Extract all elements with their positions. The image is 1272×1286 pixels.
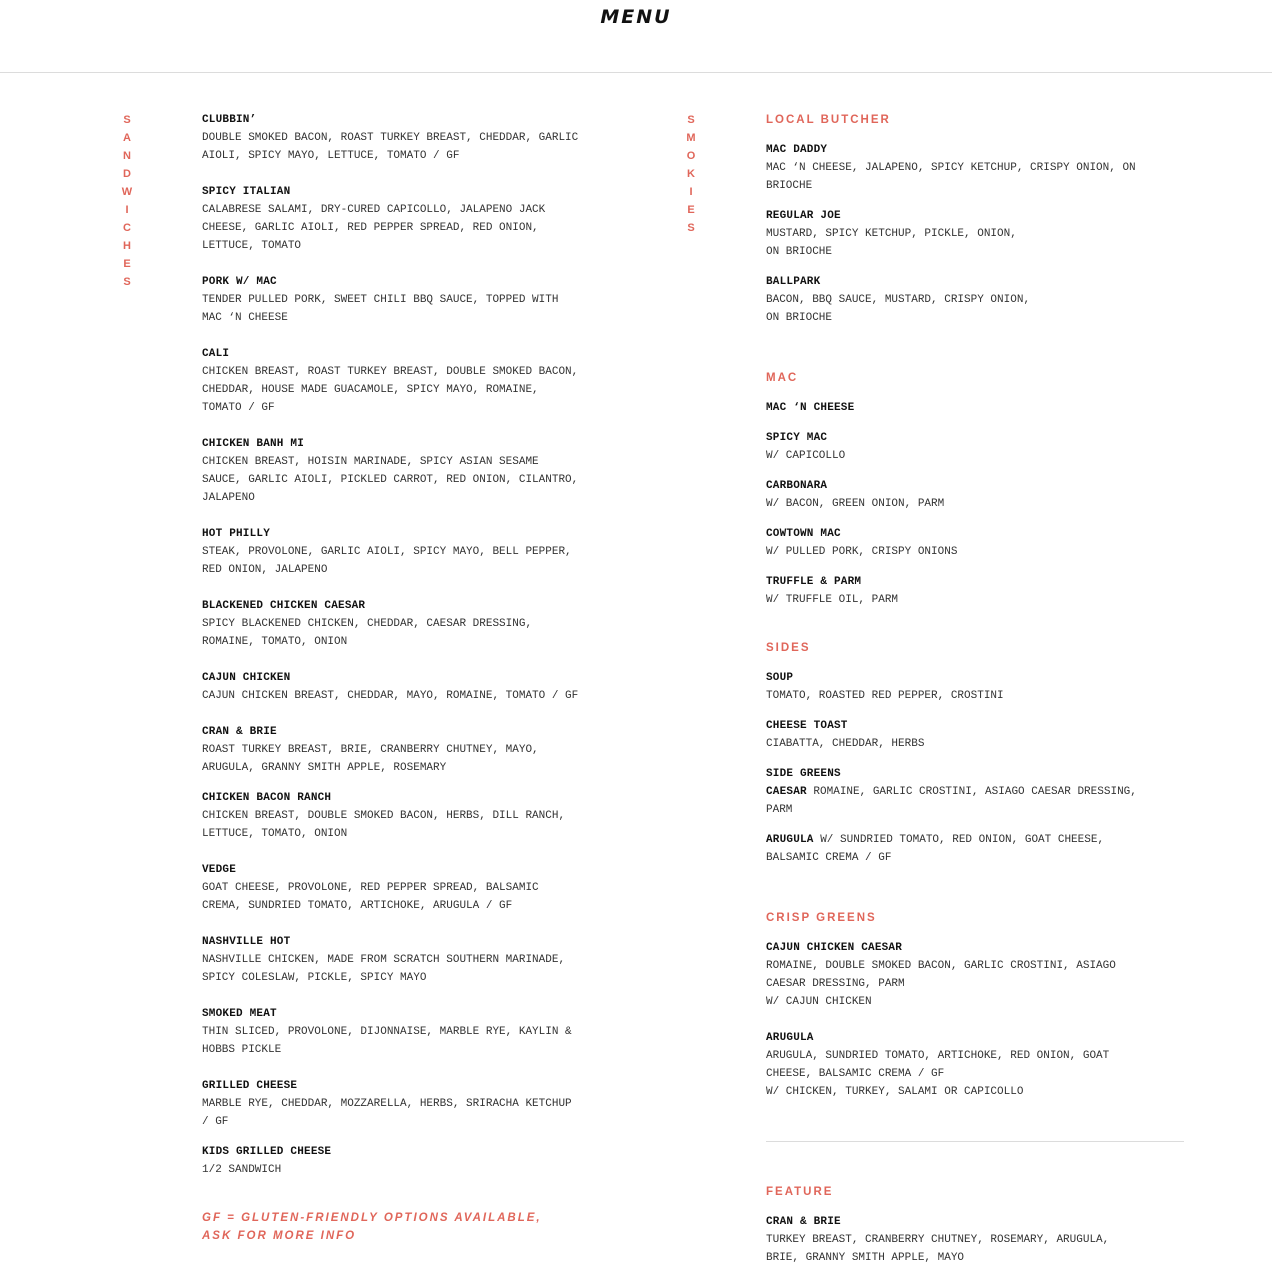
item-name: VEDGE [202,864,237,876]
item-name: SIDE GREENS [766,768,841,780]
item-desc-line: STEAK, PROVOLONE, GARLIC AIOLI, SPICY MAYO, BELL PEPPER, [202,546,572,558]
item-name: CHICKEN BACON RANCH [202,792,332,804]
page-title: MENU [600,6,672,28]
item-desc-line: W/ PULLED PORK, CRISPY ONIONS [766,546,958,558]
item-desc-line: ARUGULA, GRANNY SMITH APPLE, ROSEMARY [202,762,447,774]
item-desc-line: TENDER PULLED PORK, SWEET CHILI BBQ SAUCE, TOPPED WITH [202,294,559,306]
caesar-line-1 [766,783,1196,801]
item-desc-line: RED ONION, JALAPENO [202,564,328,576]
menu-item [766,399,1196,417]
item-name: CHICKEN BANH MI [202,438,305,450]
item-desc-line: BRIE, GRANNY SMITH APPLE, MAYO [766,1252,965,1264]
menu-item [766,525,1196,561]
menu-item [202,789,632,843]
item-desc-line: / GF [202,1116,229,1128]
section-heading: CRISP GREENS [766,912,877,924]
gluten-free-note [202,1209,632,1245]
item-desc-line: W/ CAPICOLLO [766,450,846,462]
section-local-butcher [766,111,1196,339]
item-desc-line: SPICY COLESLAW, PICKLE, SPICY MAYO [202,972,427,984]
item-name: MAC DADDY [766,144,828,156]
item-desc-line: CHICKEN BREAST, ROAST TURKEY BREAST, DOUBLE SMOKED BACON, [202,366,579,378]
menu-item [202,273,632,327]
item-desc-line: BACON, BBQ SAUCE, MUSTARD, CRISPY ONION, [766,294,1031,306]
item-desc-line: THIN SLICED, PROVOLONE, DIJONNAISE, MARBLE RYE, KAYLIN & [202,1026,572,1038]
item-name: GRILLED CHEESE [202,1080,298,1092]
item-name: SOUP [766,672,794,684]
vertical-letter: S [123,276,131,288]
item-desc-line: SPICY BLACKENED CHICKEN, CHEDDAR, CAESAR DRESSING, [202,618,533,630]
item-desc-line: CHICKEN BREAST, DOUBLE SMOKED BACON, HERBS, DILL RANCH, [202,810,566,822]
menu-item [202,1077,632,1131]
item-desc-line: TURKEY BREAST, CRANBERRY CHUTNEY, ROSEMARY, ARUGULA, [766,1234,1110,1246]
menu-item [766,477,1196,513]
menu-item [766,717,1196,753]
item-desc-line: CAESAR DRESSING, PARM [766,978,905,990]
vertical-letter: E [123,258,131,270]
sandwiches-list [202,111,632,1245]
vertical-letter: I [689,186,693,198]
item-desc-line: W/ CAJUN CHICKEN [766,996,872,1008]
item-desc-line: ROAST TURKEY BREAST, BRIE, CRANBERRY CHUTNEY, MAYO, [202,744,539,756]
menu-item [766,939,1196,1011]
vertical-letter: W [121,186,133,198]
item-desc-line: JALAPENO [202,492,255,504]
item-desc-line: 1/2 SANDWICH [202,1164,282,1176]
menu-item [766,429,1196,465]
menu-item [766,669,1196,705]
vertical-letter: M [686,132,696,144]
section-heading: LOCAL BUTCHER [766,114,891,126]
menu-item [202,1005,632,1059]
arugula-desc-1: W/ SUNDRIED TOMATO, RED ONION, GOAT CHEESE, [813,834,1105,846]
item-name: COWTOWN MAC [766,528,841,540]
section-mac [766,369,1196,621]
vertical-letter: C [123,222,131,234]
item-desc-line: W/ BACON, GREEN ONION, PARM [766,498,945,510]
note-line: GF = GLUTEN-FRIENDLY OPTIONS AVAILABLE, [202,1212,542,1224]
item-name: CAJUN CHICKEN CAESAR [766,942,903,954]
item-desc-line: CHICKEN BREAST, HOISIN MARINADE, SPICY ASIAN SESAME [202,456,539,468]
item-desc-line: W/ CHICKEN, TURKEY, SALAMI OR CAPICOLLO [766,1086,1024,1098]
menu-item [766,1029,1196,1101]
item-desc-line: ON BRIOCHE [766,246,833,258]
menu-item [202,723,632,777]
item-desc-line: MAC ‘N CHEESE, JALAPENO, SPICY KETCHUP, CRISPY ONION, ON [766,162,1136,174]
item-name: NASHVILLE HOT [202,936,291,948]
vertical-letter: N [123,150,131,162]
item-name: PORK W/ MAC [202,276,277,288]
menu-item [766,273,1196,327]
item-desc-line: CREMA, SUNDRIED TOMATO, ARTICHOKE, ARUGULA / GF [202,900,513,912]
item-desc-line: HOBBS PICKLE [202,1044,282,1056]
menu-item [202,597,632,651]
item-desc-line: BRIOCHE [766,180,813,192]
item-desc-line: MARBLE RYE, CHEDDAR, MOZZARELLA, HERBS, SRIRACHA KETCHUP [202,1098,572,1110]
caesar-label: CAESAR [766,786,807,798]
item-desc-line: CIABATTA, CHEDDAR, HERBS [766,738,925,750]
sandwiches-vertical-label [120,111,134,291]
item-name: ARUGULA [766,1032,814,1044]
item-name: CALI [202,348,230,360]
menu-item [766,573,1196,609]
item-name: CLUBBIN’ [202,114,257,126]
section-crisp-greens [766,909,1196,1113]
section-heading: SIDES [766,642,811,654]
arugula-line-1 [766,831,1196,849]
item-name: CHEESE TOAST [766,720,848,732]
menu-item [202,861,632,915]
menu-item [202,111,632,165]
item-desc-line: ROMAINE, DOUBLE SMOKED BACON, GARLIC CROSTINI, ASIAGO [766,960,1116,972]
item-name: SPICY ITALIAN [202,186,291,198]
menu-item [202,669,632,705]
header-divider [0,72,1272,73]
item-desc-line: MAC ‘N CHEESE [202,312,288,324]
menu-item [766,207,1196,261]
item-desc-line: NASHVILLE CHICKEN, MADE FROM SCRATCH SOUTHERN MARINADE, [202,954,566,966]
menu-item [202,435,632,507]
item-name: CRAN & BRIE [766,1216,841,1228]
menu-item [202,345,632,417]
caesar-desc-1: ROMAINE, GARLIC CROSTINI, ASIAGO CAESAR DRESSING, [806,786,1137,798]
item-name: SPICY MAC [766,432,828,444]
vertical-letter: E [687,204,695,216]
section-divider [766,1141,1184,1142]
item-name: BLACKENED CHICKEN CAESAR [202,600,366,612]
item-name: TRUFFLE & PARM [766,576,862,588]
menu-item [202,1143,632,1179]
item-desc-line: ROMAINE, TOMATO, ONION [202,636,348,648]
item-name: CAJUN CHICKEN [202,672,291,684]
caesar-desc-2: PARM [766,804,793,816]
item-desc-line: DOUBLE SMOKED BACON, ROAST TURKEY BREAST, CHEDDAR, GARLIC [202,132,579,144]
vertical-letter: S [687,222,695,234]
vertical-letter: S [123,114,131,126]
menu-item [202,183,632,255]
item-desc-line: CHEESE, BALSAMIC CREMA / GF [766,1068,945,1080]
item-name: CRAN & BRIE [202,726,277,738]
item-name: MAC ‘N CHEESE [766,402,855,414]
item-desc-line: ON BRIOCHE [766,312,833,324]
vertical-letter: K [687,168,695,180]
arugula-label: ARUGULA [766,834,814,846]
smokies-vertical-label [684,111,698,237]
section-heading: MAC [766,372,799,384]
section-heading: FEATURE [766,1186,834,1198]
section-feature [766,1183,1196,1279]
vertical-letter: A [123,132,131,144]
item-desc-line: ARUGULA, SUNDRIED TOMATO, ARTICHOKE, RED ONION, GOAT [766,1050,1110,1062]
item-name: KIDS GRILLED CHEESE [202,1146,332,1158]
item-desc-line: LETTUCE, TOMATO, ONION [202,828,348,840]
item-desc-line: TOMATO / GF [202,402,275,414]
section-sides [766,639,1196,765]
item-desc-line: AIOLI, SPICY MAYO, LETTUCE, TOMATO / GF [202,150,460,162]
item-name: HOT PHILLY [202,528,271,540]
item-desc-line: CHEESE, GARLIC AIOLI, RED PEPPER SPREAD, RED ONION, [202,222,539,234]
arugula-desc-2: BALSAMIC CREMA / GF [766,852,892,864]
item-name: CARBONARA [766,480,828,492]
vertical-letter: I [125,204,129,216]
item-desc-line: CHEDDAR, HOUSE MADE GUACAMOLE, SPICY MAYO, ROMAINE, [202,384,539,396]
menu-item [766,141,1196,195]
vertical-letter: D [123,168,131,180]
item-desc-line: SAUCE, GARLIC AIOLI, PICKLED CARROT, RED ONION, CILANTRO, [202,474,579,486]
item-desc-line: LETTUCE, TOMATO [202,240,302,252]
item-desc-line: TOMATO, ROASTED RED PEPPER, CROSTINI [766,690,1004,702]
note-line: ASK FOR MORE INFO [202,1230,357,1242]
vertical-letter: H [123,240,131,252]
side-greens-item [766,765,1196,867]
item-name: SMOKED MEAT [202,1008,277,1020]
item-desc-line: CALABRESE SALAMI, DRY-CURED CAPICOLLO, JALAPENO JACK [202,204,546,216]
item-name: REGULAR JOE [766,210,841,222]
item-desc-line: W/ TRUFFLE OIL, PARM [766,594,899,606]
menu-item [202,525,632,579]
vertical-letter: S [687,114,695,126]
item-desc-line: CAJUN CHICKEN BREAST, CHEDDAR, MAYO, ROMAINE, TOMATO / GF [202,690,579,702]
item-desc-line: MUSTARD, SPICY KETCHUP, PICKLE, ONION, [766,228,1017,240]
menu-item [202,933,632,987]
item-desc-line: GOAT CHEESE, PROVOLONE, RED PEPPER SPREAD, BALSAMIC [202,882,539,894]
item-name: BALLPARK [766,276,821,288]
vertical-letter: O [686,150,696,162]
menu-item [766,1213,1196,1267]
